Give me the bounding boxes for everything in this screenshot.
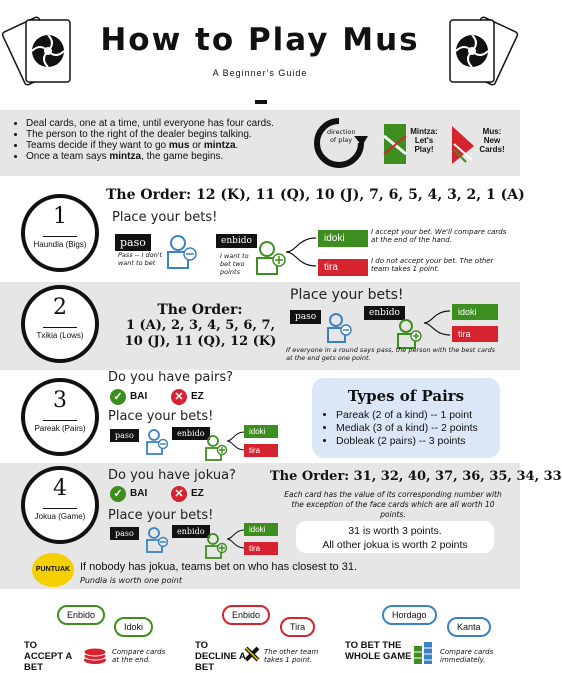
tira-note-1: I do not accept your bet. The other team takes 1 point. bbox=[371, 257, 494, 273]
pair-type: • Mediak (3 of a kind) -- 2 points bbox=[336, 422, 504, 435]
idoki-bubble: Idoki bbox=[114, 617, 153, 637]
pairs-types-list bbox=[324, 409, 504, 448]
kanta-bubble: Kanta bbox=[447, 617, 491, 637]
lows-note: If everyone in a round says pass, the person with the best cards at the end gets one point. bbox=[286, 346, 496, 362]
mus-label: Mus: New Cards! bbox=[479, 127, 505, 154]
idoki-tag-3: idoki bbox=[244, 425, 278, 438]
bets-heading-4: Place your bets! bbox=[108, 508, 214, 523]
pairs-question: Do you have pairs? bbox=[108, 370, 233, 385]
jokua-question: Do you have jokua? bbox=[108, 468, 236, 483]
accept-note: Compare cards at the end. bbox=[112, 648, 166, 664]
corner-cards-left bbox=[6, 10, 86, 95]
bets-heading-3: Place your bets! bbox=[108, 409, 214, 424]
order-heading-4: The Order: 31, 32, 40, 37, 36, 35, 34, 33 bbox=[270, 469, 562, 484]
paso-tag-4: paso bbox=[110, 527, 139, 540]
order-title-2: The Order: bbox=[157, 302, 243, 318]
order-heading-1: The Order: 12 (K), 11 (Q), 10 (J), 7, 6, 5, 4, 3, 2, 1 (A) bbox=[106, 187, 525, 203]
enbido-note-1: I want to bet two points bbox=[220, 252, 249, 276]
enbido-tag-4: enbido bbox=[172, 525, 210, 538]
order-line-2b: 10 (J), 11 (Q), 12 (K) bbox=[124, 334, 277, 349]
intro-bullet: • Teams decide if they want to go mus or mintza. bbox=[26, 140, 314, 151]
whole-game-note: Compare cards immediately. bbox=[440, 648, 494, 664]
check-icon: ✓ bbox=[110, 486, 126, 502]
enbido-tag-1: enbido bbox=[216, 234, 257, 248]
paso-tag-3: paso bbox=[110, 429, 139, 442]
pair-type: • Dobleak (2 pairs) -- 3 points bbox=[336, 435, 504, 448]
round-badge-1: 1 Haundia (Bigs) bbox=[21, 194, 99, 272]
decline-note: The other team takes 1 point. bbox=[264, 648, 319, 664]
hordago-bubble: Hordago bbox=[382, 605, 437, 625]
person-green-icon bbox=[204, 434, 228, 464]
person-green-icon bbox=[204, 532, 228, 562]
round-badge-2: 2 Txikia (Lows) bbox=[21, 285, 99, 363]
person-green-icon bbox=[255, 240, 285, 276]
decline-label: TO DECLINE A BET bbox=[195, 640, 246, 673]
branch-arrow bbox=[284, 232, 318, 272]
mus-flag-icon bbox=[452, 124, 474, 164]
round-name: Txikia (Lows) bbox=[36, 331, 84, 340]
tira-tag-1: tira bbox=[318, 259, 368, 276]
round-badge-4: 4 Jokua (Game) bbox=[21, 466, 99, 544]
enbido-tag-2: enbido bbox=[364, 306, 405, 320]
person-blue-icon bbox=[145, 428, 169, 458]
tira-tag-2: tira bbox=[452, 326, 498, 342]
page-subtitle: A Beginner's Guide bbox=[212, 68, 308, 78]
chips-icon bbox=[82, 646, 108, 666]
paso-tag-1: paso bbox=[115, 234, 151, 251]
corner-cards-right bbox=[434, 10, 514, 95]
intro-bullet: • The person to the right of the dealer begins talking. bbox=[26, 129, 314, 140]
intro-bullets bbox=[14, 118, 314, 162]
branch-arrow bbox=[226, 524, 246, 554]
bai-label: BAI bbox=[130, 488, 148, 499]
points-line-2: All other jokua is worth 2 points bbox=[322, 539, 468, 551]
idoki-tag-2: idoki bbox=[452, 304, 498, 320]
mintza-label: Mintza: Let's Play! bbox=[410, 127, 438, 154]
direction-label: direction of play bbox=[327, 128, 356, 144]
decline-x-icon bbox=[243, 645, 261, 663]
bai-label: BAI bbox=[130, 391, 148, 402]
person-blue-icon bbox=[145, 526, 169, 556]
intro-bullet: • Deal cards, one at a time, until everyone has four cards. bbox=[26, 118, 314, 129]
puntuak-text: If nobody has jokua, teams bet on who has closest to 31. bbox=[80, 561, 358, 573]
idoki-note-1: I accept your bet. We'll compare cards at the end of the hand. bbox=[371, 228, 507, 244]
bets-heading-2: Place your bets! bbox=[290, 287, 404, 303]
branch-arrow bbox=[226, 426, 246, 456]
card-value-note: Each card has the value of its corresponding number with the exception of the face cards which are all worth 10 points. bbox=[284, 490, 502, 519]
idoki-tag-1: idoki bbox=[318, 230, 368, 247]
whole-game-label: TO BET THE WHOLE GAME bbox=[345, 640, 412, 662]
ez-label: EZ bbox=[191, 488, 204, 499]
divider bbox=[255, 100, 267, 104]
accept-label: TO ACCEPT A BET bbox=[24, 640, 72, 673]
paso-note-1: Pass -- I don't want to bet bbox=[118, 251, 163, 267]
round-name: Pareak (Pairs) bbox=[34, 424, 86, 433]
order-line-2a: 1 (A), 2, 3, 4, 5, 6, 7, bbox=[125, 318, 276, 333]
page-title: How to Play Mus bbox=[100, 22, 420, 58]
points-line-1: 31 is worth 3 points. bbox=[348, 525, 442, 537]
bets-heading-1: Place your bets! bbox=[112, 210, 218, 225]
ez-label: EZ bbox=[191, 391, 204, 402]
pairs-types-title: Types of Pairs bbox=[347, 387, 465, 405]
enbido-tag-3: enbido bbox=[172, 427, 210, 440]
round-badge-3: 3 Pareak (Pairs) bbox=[21, 378, 99, 456]
idoki-tag-4: idoki bbox=[244, 523, 278, 536]
cross-icon: ✕ bbox=[171, 389, 187, 405]
intro-bullet: • Once a team says mintza, the game begins. bbox=[26, 151, 314, 162]
enbido-bubble: Enbido bbox=[222, 605, 270, 625]
round-name: Jokua (Game) bbox=[34, 512, 86, 521]
person-blue-icon bbox=[326, 312, 352, 344]
paso-tag-2: paso bbox=[290, 310, 321, 324]
pair-type: • Pareak (2 of a kind) -- 1 point bbox=[336, 409, 504, 422]
tira-bubble: Tira bbox=[280, 617, 315, 637]
cross-icon: ✕ bbox=[171, 486, 187, 502]
check-icon: ✓ bbox=[110, 389, 126, 405]
puntuak-label: PUNTUAK bbox=[35, 566, 71, 573]
enbido-bubble: Enbido bbox=[57, 605, 105, 625]
chips-stack-icon bbox=[412, 640, 436, 666]
tira-tag-3: tira bbox=[244, 444, 278, 457]
mintza-flag-icon bbox=[384, 124, 406, 164]
puntuak-note: Pundia is worth one point bbox=[80, 576, 182, 585]
branch-arrow bbox=[422, 305, 452, 341]
round-name: Haundia (Bigs) bbox=[33, 240, 87, 249]
tira-tag-4: tira bbox=[244, 542, 278, 555]
person-blue-icon bbox=[166, 234, 196, 270]
